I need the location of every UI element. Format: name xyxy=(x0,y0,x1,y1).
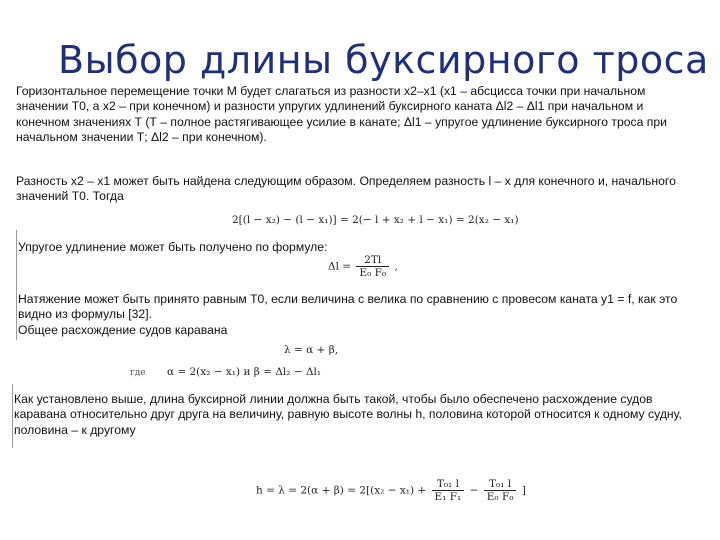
formula-close: ] xyxy=(521,484,526,497)
fraction-2-denominator: E₀ F₀ xyxy=(486,491,514,503)
formula-minus: − xyxy=(469,484,479,497)
formula-wave-height xyxy=(256,478,526,503)
left-border-line xyxy=(16,230,17,340)
formula-h-lhs: h = λ = 2(α + β) = 2[(x₂ − x₁) + xyxy=(256,484,427,497)
formula-elastic-elongation: Δl = $\frac{2Tl}{\text{E₀ F₀}}$ , xyxy=(328,254,398,279)
formula-alpha-beta-text: α = 2(x₂ − x₁) и β = Δl₂ − Δl₁ xyxy=(166,366,322,378)
fraction-2-numerator: T₀₁ l xyxy=(484,478,517,491)
formula-alpha-beta xyxy=(130,366,321,378)
left-border-line-2 xyxy=(12,384,13,448)
fraction-1-denominator: E₁ F₁ xyxy=(434,491,462,503)
paragraph-difference: Разность x2 – x1 может быть найдена следующим образом. Определяем разность l – x для конечного и, начального значений Т0. Тогда xyxy=(16,174,676,204)
paragraph-total-divergence: Общее расхождение судов каравана xyxy=(18,323,228,337)
fraction xyxy=(356,254,389,279)
paragraph-elastic-elongation: Упругое удлинение может быть получено по формуле: xyxy=(18,240,328,254)
fraction-2 xyxy=(484,478,517,503)
formula-lhs: Δl = xyxy=(328,260,352,273)
formula-difference: 2[(l − x₂) − (l − x₁)] = 2(− l + x₂ + l − x₁) = 2(x₂ − x₁) xyxy=(232,214,519,226)
paragraph-conclusion: Как установлено выше, длина буксирной линии должна быть такой, чтобы было обеспечено расхождение судов каравана относительно друг друга на величину, равную высоте волны h, половина которой относится к одному судну, половина – к другому xyxy=(14,392,682,437)
fraction-1 xyxy=(432,478,465,503)
fraction-denominator: E₀ F₀ xyxy=(359,267,387,279)
paragraph-horizontal-displacement: Горизонтальное перемещение точки М будет слагаться из разности x2–x1 (x1 – абсцисса точки при начальном значении Т0, а x2 – при конечном) и разности упругих удлинений буксирного каната Δl2 – Δl1 при начальном и конечном значениях Т (Т – полное растягивающее усилие в канате; Δl1 – упругое удлинение буксирного троса при начальном значении Т; Δl2 – при конечном). xyxy=(16,84,667,145)
slide-title: Выбор длины буксирного троса xyxy=(58,38,709,82)
paragraph-tension: Натяжение может быть принято равным Т0, если величина с велика по сравнению с провесом каната y1 = f, как это видно из формулы [32]. xyxy=(18,292,678,322)
formula-where: где xyxy=(130,368,146,378)
fraction-1-numerator: T₀₁ l xyxy=(432,478,465,491)
formula-lambda: λ = α + β, xyxy=(284,344,339,356)
fraction-numerator: 2Tl xyxy=(356,254,389,267)
